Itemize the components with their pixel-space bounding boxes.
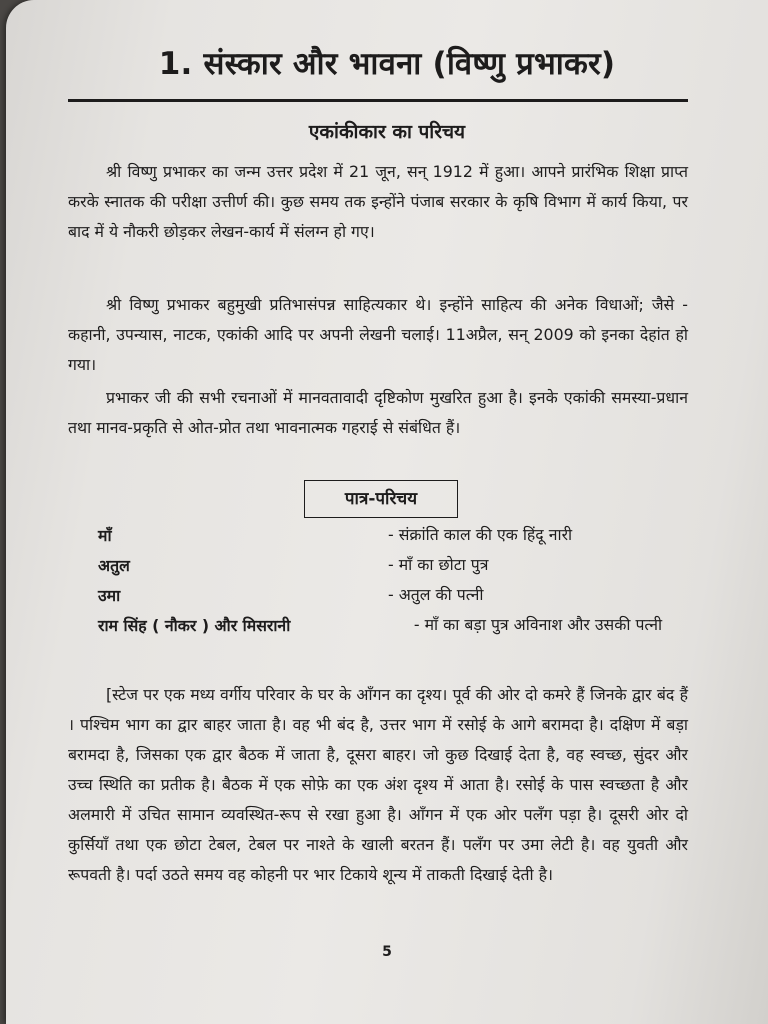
page-number: 5 (382, 944, 392, 960)
character-description: - माँ का बड़ा पुत्र अविनाश और उसकी पत्नी (413, 615, 663, 634)
character-description: - माँ का छोटा पुत्र (388, 555, 489, 574)
character-description: - अतुल की पत्नी (388, 585, 484, 604)
author-intro-paragraph-2: श्री विष्णु प्रभाकर बहुमुखी प्रतिभासंपन्न साहित्यकार थे। इन्होंने साहित्य की अनेक विधाओं; जैसे - कहानी, उपन्यास, नाटक, एकांकी आदि पर अपनी लेखनी चलाई। 11अप्रैल, सन् 2009 को इनका देहांत हो गया। (68, 295, 688, 374)
character-name: राम सिंह ( नौकर ) और मिसरानी (98, 616, 291, 635)
author-intro-heading: एकांकीकार का परिचय (308, 121, 466, 143)
title-underline (68, 99, 688, 102)
characters-heading-box: पात्र-परिचय (304, 480, 458, 518)
character-name: उमा (98, 586, 121, 605)
book-page (6, 0, 768, 1024)
character-name: माँ (98, 526, 112, 545)
stage-direction: [स्टेज पर एक मध्य वर्गीय परिवार के घर के आँगन का दृश्य। पूर्व की ओर दो कमरे हैं जिनके द्वार बंद हैं । पश्चिम भाग का द्वार बाहर जाता है। वह भी बंद है, उत्तर भाग में रसोई के आगे बरामदा है। दक्षिण में बड़ा बरामदा है, जिसका एक द्वार बैठक में जाता है, दूसरा बाहर। जो कुछ दिखाई देता है, वह स्वच्छ, सुंदर और उच्च स्थिति का प्रतीक है। बैठक में एक सोफ़े का एक अंश दृश्य में आता है। रसोई के पास स्वच्छता है और अलमारी में उचित सामान व्यवस्थित-रूप से रखा हुआ है। आँगन में एक ओर पलँग पड़ा है। दूसरी ओर दो कुर्सियाँ तथा एक छोटा टेबल, टेबल पर नाश्ते के खाली बरतन हैं। पलँग पर उमा लेटी है। वह युवती और रूपवती है। पर्दा उठते समय वह कोहनी पर भार टिकाये शून्य में ताकती दिखाई देती है। (68, 685, 688, 884)
author-intro-paragraph-1: श्री विष्णु प्रभाकर का जन्म उत्तर प्रदेश में 21 जून, सन् 1912 में हुआ। आपने प्रारंभिक शिक्षा प्राप्त करके स्नातक की परीक्षा उत्तीर्ण की। कुछ समय तक इन्होंने पंजाब सरकार के कृषि विभाग में कार्य किया, पर बाद में ये नौकरी छोड़कर लेखन-कार्य में संलग्न हो गए। (68, 162, 688, 241)
character-description: - संक्रांति काल की एक हिंदू नारी (388, 525, 573, 544)
chapter-title: 1. संस्कार और भावना (विष्णु प्रभाकर) (158, 46, 616, 82)
character-name: अतुल (98, 556, 130, 575)
author-intro-paragraph-3: प्रभाकर जी की सभी रचनाओं में मानवतावादी दृष्टिकोण मुखरित हुआ है। इनके एकांकी समस्या-प्रधान तथा मानव-प्रकृति से ओत-प्रोत तथा भावनात्मक गहराई से संबंधित हैं। (68, 388, 688, 437)
